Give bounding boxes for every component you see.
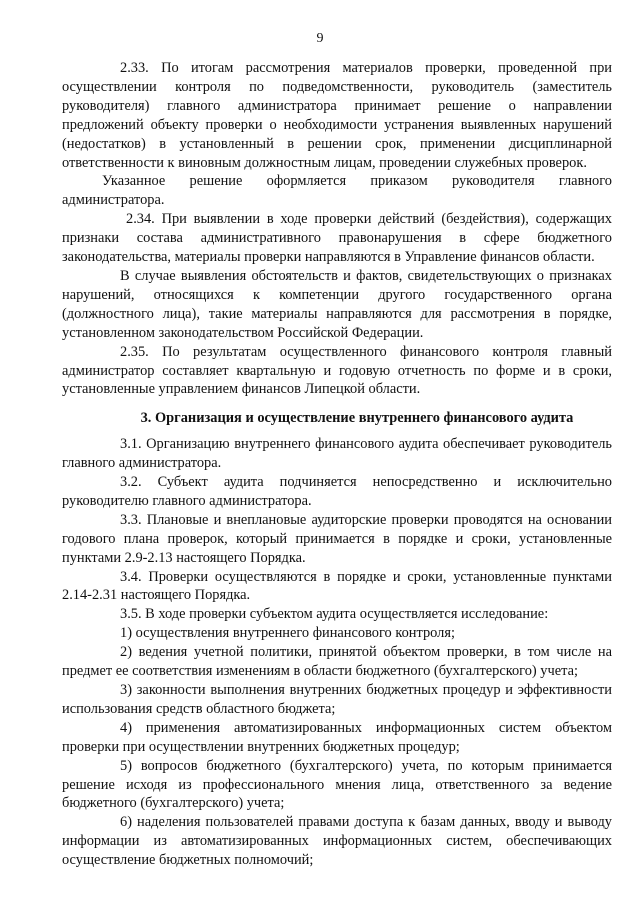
paragraph-3-5: 3.5. В ходе проверки субъектом аудита осуществляется исследование:	[120, 606, 549, 623]
list-item: 2) ведения учетной политики, принятой объектом проверки, в том числе на предмет ее соответствия изменениям в области бюджетного (бухгалтерского) учета;	[62, 644, 612, 680]
paragraph-3-1: 3.1. Организацию внутреннего финансового аудита обеспечивает руководитель главного администратора.	[62, 436, 612, 472]
paragraph-3-3: 3.3. Плановые и внеплановые аудиторские проверки проводятся на основании годового плана проверок, который принимается в порядке и сроки, установленные пунктами 2.9-2.13 настоящего Порядка.	[62, 511, 612, 566]
paragraph-2-33-decision: Указанное решение оформляется приказом руководителя главного администратора.	[62, 173, 612, 209]
list-item: 6) наделения пользователей правами доступа к базам данных, вводу и выводу информации из автоматизированных информационных систем, обеспечивающих осуществление бюджетных полномочий;	[62, 814, 612, 869]
paragraph-2-34-other-authority: В случае выявления обстоятельств и фактов, свидетельствующих о признаках нарушений, относящихся к компетенции другого государственного органа (должностного лица), такие материалы направляются для рассмотрения в порядке, установленном законодательством Российской Федерации.	[62, 267, 612, 341]
list-item: 3) законности выполнения внутренних бюджетных процедур и эффективности использования средств областного бюджета;	[62, 682, 612, 717]
paragraph-3-4: 3.4. Проверки осуществляются в порядке и сроки, установленные пунктами 2.14-2.31 настоящего Порядка.	[62, 568, 612, 604]
section-3-heading: 3. Организация и осуществление внутреннего финансового аудита	[140, 410, 574, 427]
list-item: 1) осуществления внутреннего финансового контроля;	[120, 625, 455, 642]
document-body	[62, 59, 612, 870]
page-number: 9	[316, 31, 324, 46]
paragraph-3-2: 3.2. Субъект аудита подчиняется непосредственно и исключительно руководителю главного администратора.	[62, 474, 612, 509]
paragraph-2-33: 2.33. По итогам рассмотрения материалов проверки, проведенной при осуществлении контроля по подведомственности, руководитель (заместитель руководителя) главного администратора принимает решение о направлении предложений объекту проверки о необходимости устранения выявленных нарушений (недостатков) в установленный в решении срок, применении дисциплинарной ответственности к виновным должностным лицам, проведении служебных проверок.	[62, 60, 612, 171]
paragraph-2-35: 2.35. По результатам осуществленного финансового контроля главный администратор составляет квартальную и годовую отчетность по форме и в сроки, установленные управлением финансов Липецкой области.	[62, 343, 612, 398]
list-item: 4) применения автоматизированных информационных систем объектом проверки при осуществлении внутренних бюджетных процедур;	[62, 719, 612, 755]
list-item: 5) вопросов бюджетного (бухгалтерского) учета, по которым принимается решение исходя из профессионального мнения лица, ответственного за ведение бюджетного (бухгалтерского) учета;	[62, 757, 612, 812]
paragraph-2-34: 2.34. При выявлении в ходе проверки действий (бездействия), содержащих признаки состава административного правонарушения в сфере бюджетного законодательства, материалы проверки направляются в Управление финансов области.	[62, 211, 612, 266]
